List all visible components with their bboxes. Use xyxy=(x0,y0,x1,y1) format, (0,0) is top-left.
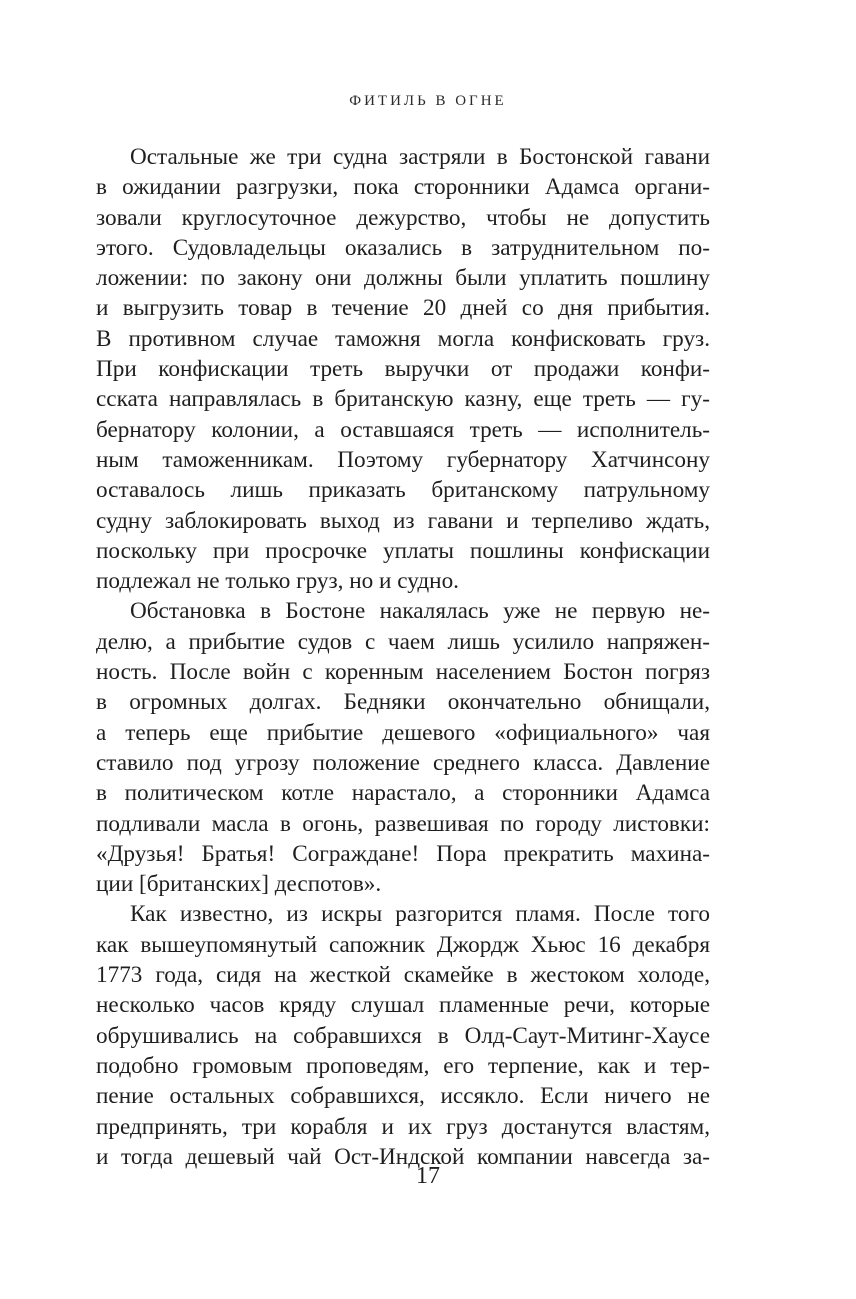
text-line: ложении: по закону они должны были уплатить пошлину xyxy=(96,265,710,292)
text-line: ность. После войн с коренным населением Бостон погряз xyxy=(96,659,710,686)
text-line: и выгрузить товар в течение 20 дней со дня прибытия. xyxy=(96,295,710,322)
text-line: Как известно, из искры разгорится пламя. После того xyxy=(130,901,710,928)
text-line: судну заблокировать выход из гавани и терпеливо ждать, xyxy=(96,507,710,534)
paragraph xyxy=(96,596,710,899)
text-line: в политическом котле нарастало, а сторонники Адамса xyxy=(96,780,710,807)
text-line: поскольку при просрочке уплаты пошлины конфискации xyxy=(96,537,710,564)
text-line: Обстановка в Бостоне накалялась уже не первую не- xyxy=(130,598,710,625)
text-line: в ожидании разгрузки, пока сторонники Адамса органи- xyxy=(96,174,710,201)
text-line: подлежал не только груз, но и судно. xyxy=(96,568,459,595)
text-line: сската направлялась в британскую казну, еще треть — гу- xyxy=(96,386,710,413)
page-number: 17 xyxy=(416,1163,440,1189)
text-line: пение остальных собравшихся, иссякло. Если ничего не xyxy=(96,1083,710,1110)
text-line: ции [британских] деспотов». xyxy=(96,871,382,898)
text-line: подливали масла в огонь, развешивая по городу листовки: xyxy=(96,810,710,837)
text-line: зовали круглосуточное дежурство, чтобы не допустить xyxy=(96,204,710,231)
text-line: ставило под угрозу положение среднего класса. Давление xyxy=(96,749,710,776)
text-line: этого. Судовладельцы оказались в затруднительном по- xyxy=(96,234,710,261)
text-line: а теперь еще прибытие дешевого «официального» чая xyxy=(96,719,710,746)
text-line: предпринять, три корабля и их груз достанутся властям, xyxy=(96,1113,710,1140)
text-line: «Друзья! Братья! Сограждане! Пора прекратить махина- xyxy=(96,840,710,867)
text-line: несколько часов кряду слушал пламенные речи, которые xyxy=(96,992,710,1019)
paragraph xyxy=(96,899,710,1172)
text-line: как вышеупомянутый сапожник Джордж Хьюс 16 декабря xyxy=(96,931,710,958)
text-line: и тогда дешевый чай Ост-Индской компании навсегда за- xyxy=(96,1143,710,1170)
text-line: подобно громовым проповедям, его терпение, как и тер- xyxy=(96,1052,710,1079)
text-line: ным таможенникам. Поэтому губернатору Хатчинсону xyxy=(96,446,710,473)
text-line: 1773 года, сидя на жесткой скамейке в жестоком холоде, xyxy=(96,962,710,989)
text-line: оставалось лишь приказать британскому патрульному xyxy=(96,477,710,504)
text-line: обрушивались на собравшихся в Олд-Саут-Митинг-Хаусе xyxy=(96,1022,710,1049)
text-line: делю, а прибытие судов с чаем лишь усилило напряжен- xyxy=(96,628,710,655)
body-text xyxy=(96,142,710,1172)
text-line: бернатору колонии, а оставшаяся треть — исполнитель- xyxy=(96,416,710,443)
text-line: При конфискации треть выручки от продажи конфи- xyxy=(96,356,710,383)
paragraph xyxy=(96,142,710,596)
text-line: В противном случае таможня могла конфисковать груз. xyxy=(96,325,710,352)
running-head: ФИТИЛЬ В ОГНЕ xyxy=(349,93,507,109)
text-line: в огромных долгах. Бедняки окончательно обнищали, xyxy=(96,689,710,716)
text-line: Остальные же три судна застряли в Бостонской гавани xyxy=(130,144,710,170)
